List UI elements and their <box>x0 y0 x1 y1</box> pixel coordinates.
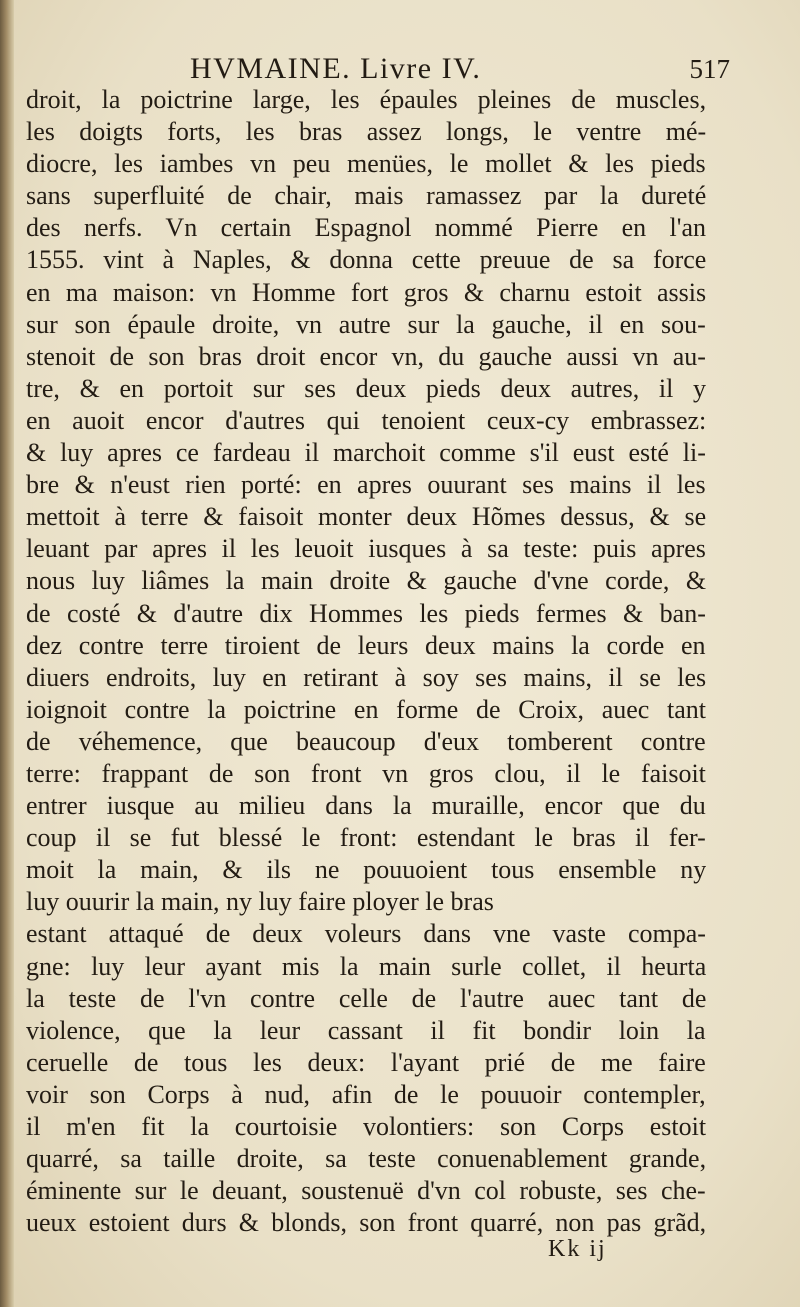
text-line: droit, la poictrine large, les épaules pleines de muscles, <box>26 85 706 114</box>
text-line: voir son Corps à nud, afin de le pouuoir contempler, <box>26 1079 706 1109</box>
text-line: entrer iusque au milieu dans la muraille, encor que du <box>26 791 706 821</box>
text-line: leuant par apres il les leuoit iusques à sa teste: puis apres <box>26 534 706 564</box>
text-line: moit la main, & ils ne pouuoient tous ensemble ny <box>26 855 706 885</box>
page-number: 517 <box>689 54 730 84</box>
text-line: sans superfluité de chair, mais ramassez par la dureté <box>26 181 706 211</box>
text-line: diocre, les iambes vn peu menües, le mollet & les pieds <box>26 149 706 179</box>
text-line: dez contre terre tiroient de leurs deux mains la corde en <box>26 630 706 660</box>
text-line: quarré, sa taille droite, sa teste conuenablement grande, <box>26 1144 706 1174</box>
text-line: la teste de l'vn contre celle de l'autre auec tant de <box>26 983 706 1013</box>
text-line: de costé & d'autre dix Hommes les pieds fermes & ban- <box>26 598 706 628</box>
text-line: éminente sur le deuant, soustenuë d'vn col robuste, ses che- <box>26 1176 706 1206</box>
text-line: gne: luy leur ayant mis la main surle collet, il heurta <box>26 951 706 981</box>
text-line: stenoit de son bras droit encor vn, du gauche aussi vn au- <box>26 341 706 371</box>
text-line: violence, que la leur cassant il fit bondir loin la <box>26 1015 706 1045</box>
text-line: les doigts forts, les bras assez longs, le ventre mé- <box>26 117 706 147</box>
text-line: ueux estoient durs & blonds, son front quarré, non pas grãd, <box>26 1208 706 1238</box>
text-line: diuers endroits, luy en retirant à soy ses mains, il se les <box>26 662 706 692</box>
book-gutter <box>0 0 14 1307</box>
text-line: de véhemence, que beaucoup d'eux tomberent contre <box>26 726 706 756</box>
text-line: luy ouurir la main, ny luy faire ployer le bras <box>26 887 494 917</box>
text-line: sur son épaule droite, vn autre sur la gauche, il en sou- <box>26 309 706 339</box>
text-line: en ma maison: vn Homme fort gros & charnu estoit assis <box>26 277 706 307</box>
body-text <box>26 84 706 1239</box>
text-line: tre, & en portoit sur ses deux pieds deux autres, il y <box>26 373 706 403</box>
text-line: bre & n'eust rien porté: en apres ouurant ses mains il les <box>26 470 706 500</box>
text-line: coup il se fut blessé le front: estendant le bras il fer- <box>26 823 706 853</box>
text-line: terre: frappant de son front vn gros clou, il le faisoit <box>26 758 706 788</box>
signature-mark: Kk ij <box>548 1236 607 1262</box>
running-head: HVMAINE. Livre IV. <box>190 52 482 85</box>
text-line: ceruelle de tous les deux: l'ayant prié de me faire <box>26 1047 706 1077</box>
text-line: il m'en fit la courtoisie volontiers: son Corps estoit <box>26 1112 706 1141</box>
text-line: mettoit à terre & faisoit monter deux Hõmes dessus, & se <box>26 502 706 532</box>
text-line: 1555. vint à Naples, & donna cette preuue de sa force <box>26 245 706 275</box>
text-line: en auoit encor d'autres qui tenoient ceux-cy embrassez: <box>26 405 706 435</box>
text-line: ioignoit contre la poictrine en forme de Croix, auec tant <box>26 694 706 724</box>
text-line: des nerfs. Vn certain Espagnol nommé Pierre en l'an <box>26 213 706 243</box>
text-line: & luy apres ce fardeau il marchoit comme s'il eust esté li- <box>26 438 706 468</box>
text-line: nous luy liâmes la main droite & gauche d'vne corde, & <box>26 566 706 596</box>
text-line: estant attaqué de deux voleurs dans vne vaste compa- <box>26 919 706 949</box>
